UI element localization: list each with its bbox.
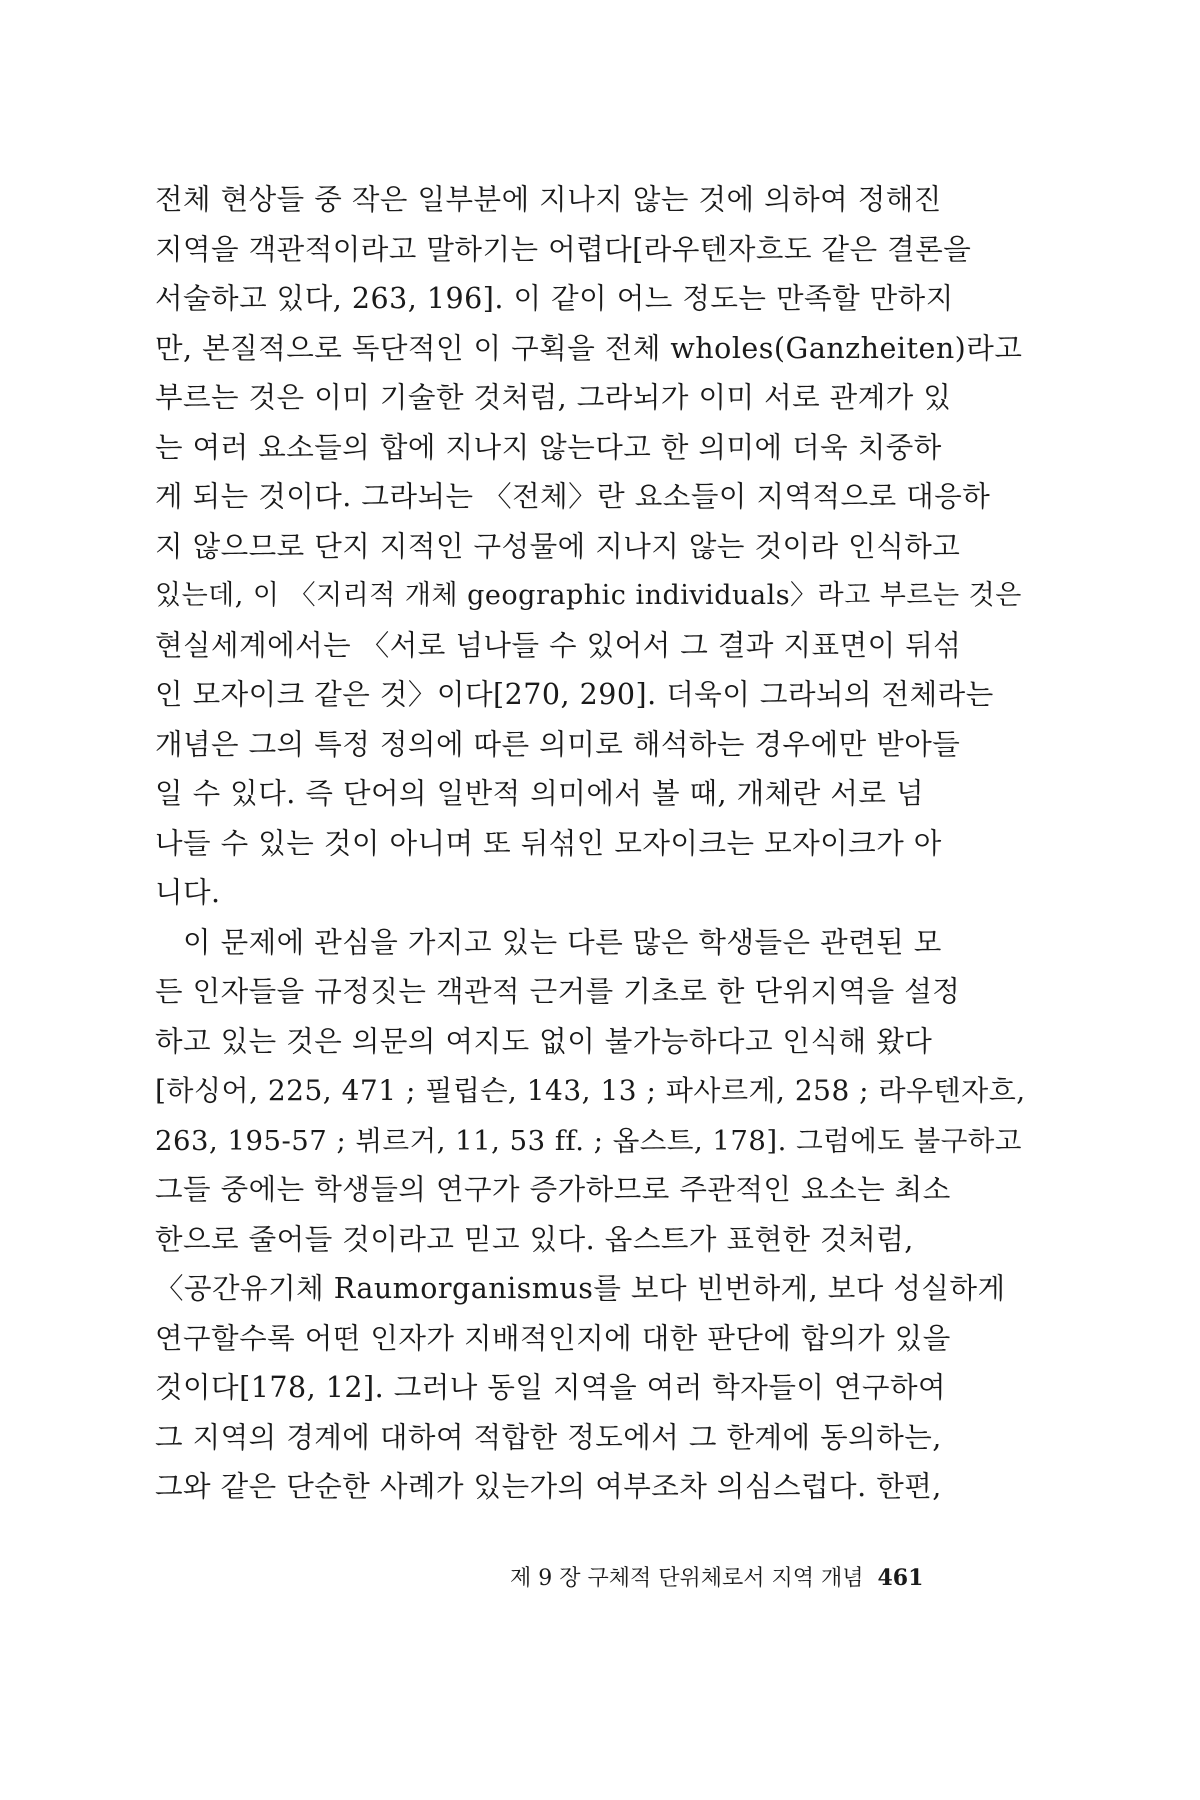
running-title: 제 9 장 구체적 단위체로서 지역 개념 xyxy=(510,1566,864,1591)
page-number: 461 xyxy=(877,1565,924,1591)
text-line: 만, 본질적으로 독단적인 이 구획을 전체 wholes(Ganzheiten)라고 xyxy=(155,331,1023,365)
text-line: 는 여러 요소들의 합에 지나지 않는다고 한 의미에 더욱 치중하 xyxy=(155,430,942,464)
text-line: 그 지역의 경계에 대하여 적합한 정도에서 그 한계에 동의하는, xyxy=(155,1420,942,1454)
text-line: 개념은 그의 특정 정의에 따른 의미로 해석하는 경우에만 받아들 xyxy=(155,727,961,761)
text-line: 든 인자들을 규정짓는 객관적 근거를 기초로 한 단위지역을 설정 xyxy=(155,975,961,1008)
text-line: 일 수 있다. 즉 단어의 일반적 의미에서 볼 때, 개체란 서로 넘 xyxy=(155,777,924,810)
text-line: 한으로 줄어들 것이라고 믿고 있다. 옵스트가 표현한 것처럼, xyxy=(155,1222,914,1256)
text-line: 하고 있는 것은 의문의 여지도 없이 불가능하다고 인식해 왔다 xyxy=(155,1024,933,1058)
text-line: 그들 중에는 학생들의 연구가 증가하므로 주관적인 요소는 최소 xyxy=(155,1173,951,1206)
text-line: 나들 수 있는 것이 아니며 또 뒤섞인 모자이크는 모자이크가 아 xyxy=(155,826,942,860)
text-line: [하싱어, 225, 471 ; 필립슨, 143, 13 ; 파사르게, 258 ; 라우텐자흐, xyxy=(155,1074,1026,1107)
text-line: 부르는 것은 이미 기술한 것처럼, 그라뇌가 이미 서로 관계가 있 xyxy=(155,381,952,414)
text-line: 니다. xyxy=(155,876,221,909)
text-line: 지 않으므로 단지 지적인 구성물에 지나지 않는 것이라 인식하고 xyxy=(155,529,961,563)
page-footer xyxy=(510,1560,1030,1596)
text-line: 게 되는 것이다. 그라뇌는 〈전체〉란 요소들이 지역적으로 대응하 xyxy=(155,480,991,513)
text-line: 263, 195-57 ; 뷔르거, 11, 53 ff. ; 옵스트, 178]. 그럼에도 불구하고 xyxy=(155,1124,1022,1157)
text-line: 것이다[178, 12]. 그러나 동일 지역을 여러 학자들이 연구하여 xyxy=(155,1371,947,1404)
body-text xyxy=(155,180,1035,1517)
text-line: 현실세계에서는 〈서로 넘나들 수 있어서 그 결과 지표면이 뒤섞 xyxy=(155,628,962,662)
text-line: 연구할수록 어떤 인자가 지배적인지에 대한 판단에 합의가 있을 xyxy=(155,1321,951,1355)
text-line: 서술하고 있다, 263, 196]. 이 같이 어느 정도는 만족할 만하지 xyxy=(155,282,954,315)
text-line: 〈공간유기체 Raumorganismus를 보다 빈번하게, 보다 성실하게 xyxy=(155,1272,1006,1305)
text-line: 이 문제에 관심을 가지고 있는 다른 많은 학생들은 관련된 모 xyxy=(183,925,942,959)
text-line: 지역을 객관적이라고 말하기는 어렵다[라우텐자흐도 같은 결론을 xyxy=(155,232,972,266)
text-line: 전체 현상들 중 작은 일부분에 지나지 않는 것에 의하여 정해진 xyxy=(155,183,942,216)
text-line: 그와 같은 단순한 사례가 있는가의 여부조차 의심스럽다. 한편, xyxy=(155,1470,942,1503)
text-line: 있는데, 이 〈지리적 개체 geographic individuals〉라고 부르는 것은 xyxy=(155,580,1022,611)
text-line: 인 모자이크 같은 것〉이다[270, 290]. 더욱이 그라뇌의 전체라는 xyxy=(155,678,994,711)
